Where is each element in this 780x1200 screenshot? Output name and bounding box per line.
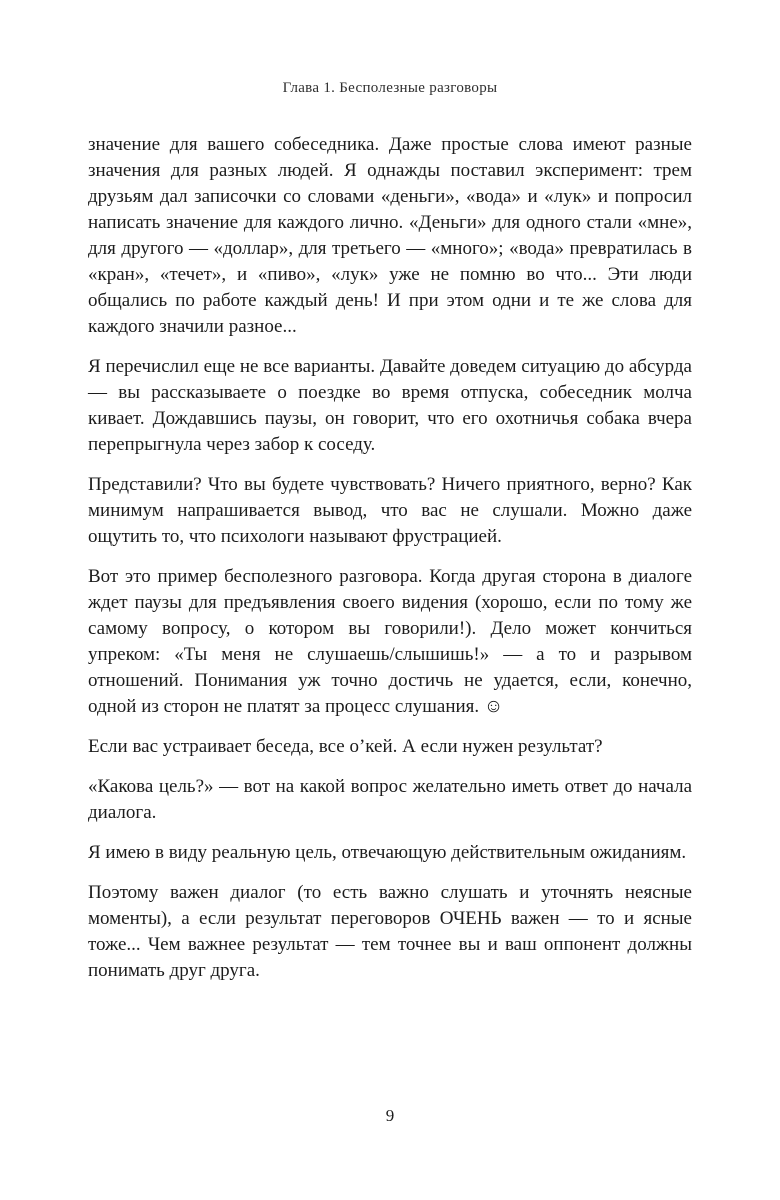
paragraph: Поэтому важен диалог (то есть важно слушать и уточнять неясные моменты), а если результат переговоров ОЧЕНЬ важен — то и ясные тоже... Чем важнее результат — тем точнее вы и ваш оппонент должны понимать друг друга. [88,882,692,981]
page-number: 9 [385,1106,395,1125]
paragraph: Вот это пример бесполезного разговора. Когда другая сторона в диалоге ждет паузы для предъявления своего видения (хорошо, если по тому же самому вопросу, о котором вы говорили!). Дело может кончиться упреком: «Ты меня не слушаешь/слышишь!» — а то и разрывом отношений. Понимания уж точно достичь не удается, если, конечно, одной из сторон не платят за процесс слушания. ☺ [88,566,692,717]
paragraph: Если вас устраивает беседа, все о’кей. А если нужен результат? [88,736,603,757]
running-head-chapter-title: Глава 1. Бесполезные разговоры [282,80,498,96]
paragraph: Я имею в виду реальную цель, отвечающую действительным ожиданиям. [88,842,687,863]
paragraph: Представили? Что вы будете чувствовать? Ничего приятного, верно? Как минимум напрашивается вывод, что вас не слушали. Можно даже ощутить то, что психологи называют фрустрацией. [88,474,692,547]
paragraph: Я перечислил еще не все варианты. Давайте доведем ситуацию до абсурда — вы рассказываете о поездке во время отпуска, собеседник молча кивает. Дождавшись паузы, он говорит, что его охотничья собака вчера перепрыгнула через забор к соседу. [88,356,692,455]
paragraph: «Какова цель?» — вот на какой вопрос желательно иметь ответ до начала диалога. [88,776,692,823]
page-body [88,132,692,984]
paragraph: значение для вашего собеседника. Даже простые слова имеют разные значения для разных людей. Я однажды поставил эксперимент: трем друзьям дал записочки со словами «деньги», «вода» и «лук» и попросил написать значение для каждого лично. «Деньги» для одного стали «мне», для другого — «доллар», для третьего — «много»; «вода» превратилась в «кран», «течет», и «пиво», «лук» уже не помню во что... Эти люди общались по работе каждый день! И при этом одни и те же слова для каждого значили разное... [88,134,692,337]
